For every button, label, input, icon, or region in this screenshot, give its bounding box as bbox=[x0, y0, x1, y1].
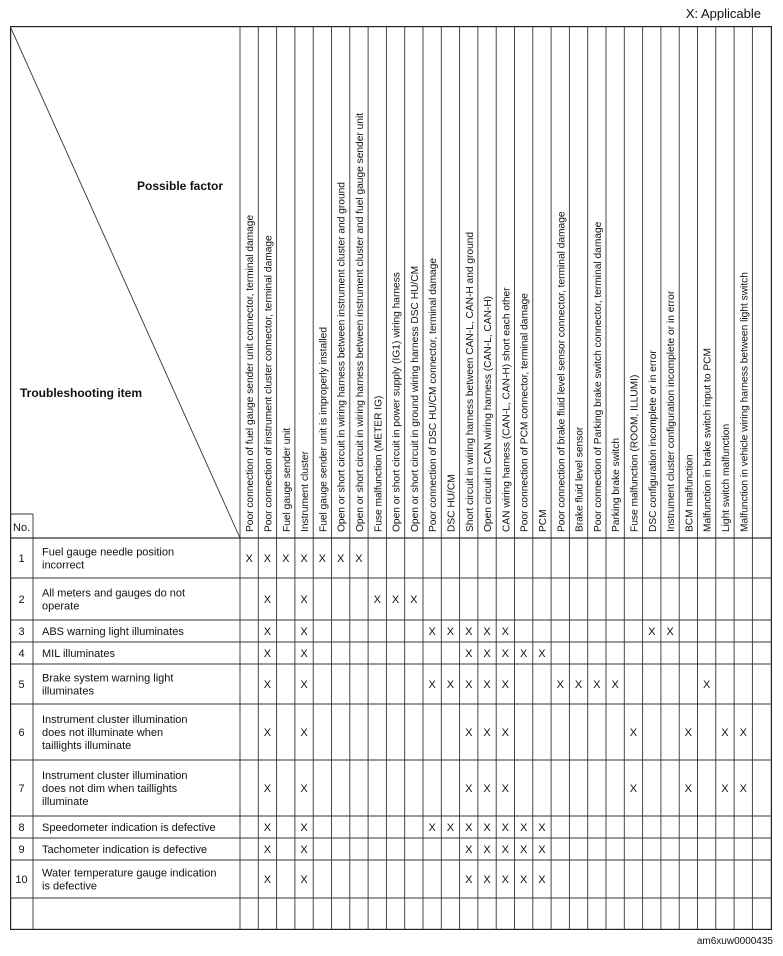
applicable-mark: X bbox=[300, 594, 308, 606]
factor-label: DSC HU/CM bbox=[446, 474, 458, 532]
applicable-mark: X bbox=[465, 648, 473, 660]
applicable-mark: X bbox=[556, 679, 564, 691]
applicable-mark: X bbox=[465, 626, 473, 638]
factor-label: Brake fluid level sensor bbox=[574, 426, 586, 532]
applicable-mark: X bbox=[465, 679, 473, 691]
applicable-mark: X bbox=[684, 727, 693, 739]
troubleshooting-item-text: All meters and gauges do not bbox=[42, 587, 186, 600]
applicable-mark: X bbox=[501, 783, 510, 795]
applicable-mark: X bbox=[483, 844, 491, 856]
troubleshooting-item-text: Tachometer indication is defective bbox=[42, 844, 208, 856]
applicable-mark: X bbox=[373, 594, 381, 606]
applicable-mark: X bbox=[263, 874, 272, 886]
applicable-mark: X bbox=[519, 844, 528, 856]
applicable-mark: X bbox=[318, 553, 327, 565]
applicable-mark: X bbox=[538, 844, 546, 856]
troubleshooting-item-text: taillights illuminate bbox=[42, 740, 132, 752]
applicable-mark: X bbox=[721, 727, 729, 739]
factor-label: Instrument cluster configuration incomplete or in error bbox=[666, 290, 678, 532]
legend: X: Applicable bbox=[685, 6, 761, 21]
applicable-mark: X bbox=[538, 648, 546, 660]
applicable-mark: X bbox=[336, 553, 345, 565]
applicable-mark: X bbox=[629, 727, 638, 739]
applicable-mark: X bbox=[300, 679, 308, 691]
applicable-mark: X bbox=[501, 844, 510, 856]
troubleshooting-item-text: illuminates bbox=[42, 685, 94, 698]
factor-label: Open or short circuit in wiring harness between instrument cluster and fuel gauge sender unit bbox=[354, 112, 366, 532]
applicable-mark: X bbox=[428, 822, 436, 834]
troubleshooting-item-text: Instrument cluster illumination bbox=[42, 770, 188, 782]
troubleshooting-item-text: Water temperature gauge indication bbox=[42, 867, 217, 880]
applicable-mark: X bbox=[519, 822, 528, 834]
factor-label: Malfunction in vehicle wiring harness between light switch bbox=[739, 272, 751, 532]
no-header-label: No. bbox=[13, 522, 31, 534]
factor-label: Poor connection of PCM connector, terminal damage bbox=[519, 293, 531, 532]
applicable-mark: X bbox=[446, 626, 455, 638]
applicable-mark: X bbox=[465, 844, 473, 856]
factor-label: Poor connection of instrument cluster connector, terminal damage bbox=[263, 235, 275, 532]
applicable-mark: X bbox=[519, 874, 528, 886]
factor-label: CAN wiring harness (CAN-L, CAN-H) short each other bbox=[501, 287, 513, 532]
factor-label: Instrument cluster bbox=[300, 451, 312, 532]
applicable-mark: X bbox=[446, 679, 455, 691]
applicable-mark: X bbox=[648, 626, 656, 638]
factor-label: PCM bbox=[537, 509, 549, 532]
applicable-mark: X bbox=[593, 679, 601, 691]
applicable-mark: X bbox=[721, 783, 729, 795]
applicable-mark: X bbox=[501, 822, 510, 834]
applicable-mark: X bbox=[263, 553, 272, 565]
applicable-mark: X bbox=[263, 727, 272, 739]
applicable-mark: X bbox=[428, 626, 436, 638]
applicable-mark: X bbox=[611, 679, 619, 691]
applicable-mark: X bbox=[501, 626, 510, 638]
row-number: 1 bbox=[18, 553, 25, 565]
applicable-mark: X bbox=[263, 679, 272, 691]
applicable-mark: X bbox=[446, 822, 455, 834]
applicable-mark: X bbox=[538, 874, 546, 886]
applicable-mark: X bbox=[263, 626, 272, 638]
applicable-mark: X bbox=[300, 727, 308, 739]
factor-label: DSC configuration incomplete or in error bbox=[647, 350, 659, 532]
applicable-mark: X bbox=[465, 822, 473, 834]
factor-label: Fuel gauge sender unit is improperly installed bbox=[318, 327, 330, 532]
applicable-mark: X bbox=[501, 648, 510, 660]
applicable-mark: X bbox=[263, 648, 272, 660]
applicable-mark: X bbox=[501, 874, 510, 886]
row-number: 9 bbox=[18, 844, 25, 856]
troubleshooting-item-text: does not illuminate when bbox=[42, 727, 164, 739]
applicable-mark: X bbox=[501, 727, 510, 739]
troubleshooting-item-text: operate bbox=[42, 600, 80, 613]
applicable-mark: X bbox=[263, 822, 272, 834]
applicable-mark: X bbox=[739, 727, 747, 739]
factor-label: Short circuit in wiring harness between CAN-L, CAN-H and ground bbox=[464, 231, 476, 532]
factor-label: Poor connection of fuel gauge sender unit connector, terminal damage bbox=[245, 214, 257, 532]
applicable-mark: X bbox=[391, 594, 400, 606]
applicable-mark: X bbox=[483, 822, 491, 834]
applicable-mark: X bbox=[483, 626, 491, 638]
factor-label: Open circuit in CAN wiring harness (CAN-L, CAN-H) bbox=[483, 295, 495, 532]
troubleshooting-item-text: Speedometer indication is defective bbox=[42, 822, 216, 834]
row-number: 4 bbox=[18, 648, 25, 660]
applicable-mark: X bbox=[300, 553, 308, 565]
applicable-mark: X bbox=[465, 783, 473, 795]
factor-label: Fuel gauge sender unit bbox=[281, 427, 293, 532]
table-grid bbox=[10, 26, 772, 930]
applicable-mark: X bbox=[355, 553, 363, 565]
troubleshooting-table bbox=[10, 26, 772, 930]
row-number: 6 bbox=[18, 727, 25, 739]
troubleshooting-item-text: Instrument cluster illumination bbox=[42, 714, 188, 726]
factor-label: Poor connection of brake fluid level sensor connector, terminal damage bbox=[556, 211, 568, 532]
applicable-mark: X bbox=[519, 648, 528, 660]
applicable-mark: X bbox=[465, 727, 473, 739]
applicable-mark: X bbox=[300, 874, 308, 886]
applicable-mark: X bbox=[300, 783, 308, 795]
applicable-mark: X bbox=[300, 648, 308, 660]
applicable-mark: X bbox=[300, 844, 308, 856]
troubleshooting-item-text: does not dim when taillights bbox=[42, 783, 178, 795]
applicable-mark: X bbox=[428, 679, 436, 691]
troubleshooting-item-text: MIL illuminates bbox=[42, 648, 115, 660]
applicable-mark: X bbox=[538, 822, 546, 834]
troubleshooting-item-text: ABS warning light illuminates bbox=[42, 626, 184, 638]
troubleshooting-item-text: incorrect bbox=[42, 559, 85, 572]
factor-label: Open or short circuit in wiring harness between instrument cluster and ground bbox=[336, 182, 348, 532]
row-number: 5 bbox=[18, 679, 25, 691]
applicable-mark: X bbox=[483, 727, 491, 739]
applicable-mark: X bbox=[282, 553, 290, 565]
figure-reference: am6xuw0000435 bbox=[696, 936, 773, 947]
troubleshooting-item-text: is defective bbox=[42, 880, 98, 893]
factor-label: Fuse malfunction (METER IG) bbox=[373, 395, 385, 532]
applicable-mark: X bbox=[300, 626, 308, 638]
applicable-mark: X bbox=[263, 844, 272, 856]
troubleshooting-item-text: Brake system warning light bbox=[42, 672, 174, 685]
troubleshooting-item-label: Troubleshooting item bbox=[20, 386, 142, 400]
applicable-mark: X bbox=[483, 783, 491, 795]
applicable-mark: X bbox=[483, 874, 491, 886]
row-number: 10 bbox=[15, 874, 28, 886]
applicable-mark: X bbox=[483, 648, 491, 660]
applicable-mark: X bbox=[629, 783, 638, 795]
applicable-mark: X bbox=[684, 783, 693, 795]
row-number: 8 bbox=[18, 822, 25, 834]
row-number: 3 bbox=[18, 626, 25, 638]
applicable-mark: X bbox=[739, 783, 747, 795]
applicable-mark: X bbox=[410, 594, 418, 606]
applicable-mark: X bbox=[574, 679, 583, 691]
factor-label: Poor connection of DSC HU/CM connector, terminal damage bbox=[428, 257, 440, 532]
applicable-mark: X bbox=[263, 594, 272, 606]
factor-label: Parking brake switch bbox=[611, 438, 623, 532]
row-number: 7 bbox=[18, 783, 25, 795]
factor-label: Open or short circuit in ground wiring harness DSC HU/CM bbox=[409, 265, 421, 532]
applicable-mark: X bbox=[300, 822, 308, 834]
troubleshooting-item-text: Fuel gauge needle position bbox=[42, 546, 175, 559]
applicable-mark: X bbox=[666, 626, 674, 638]
factor-label: Poor connection of Parking brake switch connector, terminal damage bbox=[592, 221, 604, 532]
possible-factor-label: Possible factor bbox=[137, 179, 224, 193]
applicable-mark: X bbox=[483, 679, 491, 691]
applicable-mark: X bbox=[702, 679, 711, 691]
troubleshooting-item-text: illuminate bbox=[42, 796, 89, 808]
applicable-mark: X bbox=[465, 874, 473, 886]
applicable-mark: X bbox=[245, 553, 253, 565]
applicable-mark: X bbox=[501, 679, 510, 691]
factor-label: Open or short circuit in power supply (IG1) wiring harness bbox=[391, 272, 403, 532]
factor-label: Malfunction in brake switch input to PCM bbox=[702, 347, 714, 532]
factor-label: Fuse malfunction (ROOM, ILLUMI) bbox=[629, 374, 641, 532]
factor-label: Light switch malfunction bbox=[720, 423, 732, 532]
factor-label: BCM malfunction bbox=[684, 454, 696, 532]
row-number: 2 bbox=[18, 594, 25, 606]
header-diagonal bbox=[10, 26, 240, 538]
applicable-mark: X bbox=[263, 783, 272, 795]
